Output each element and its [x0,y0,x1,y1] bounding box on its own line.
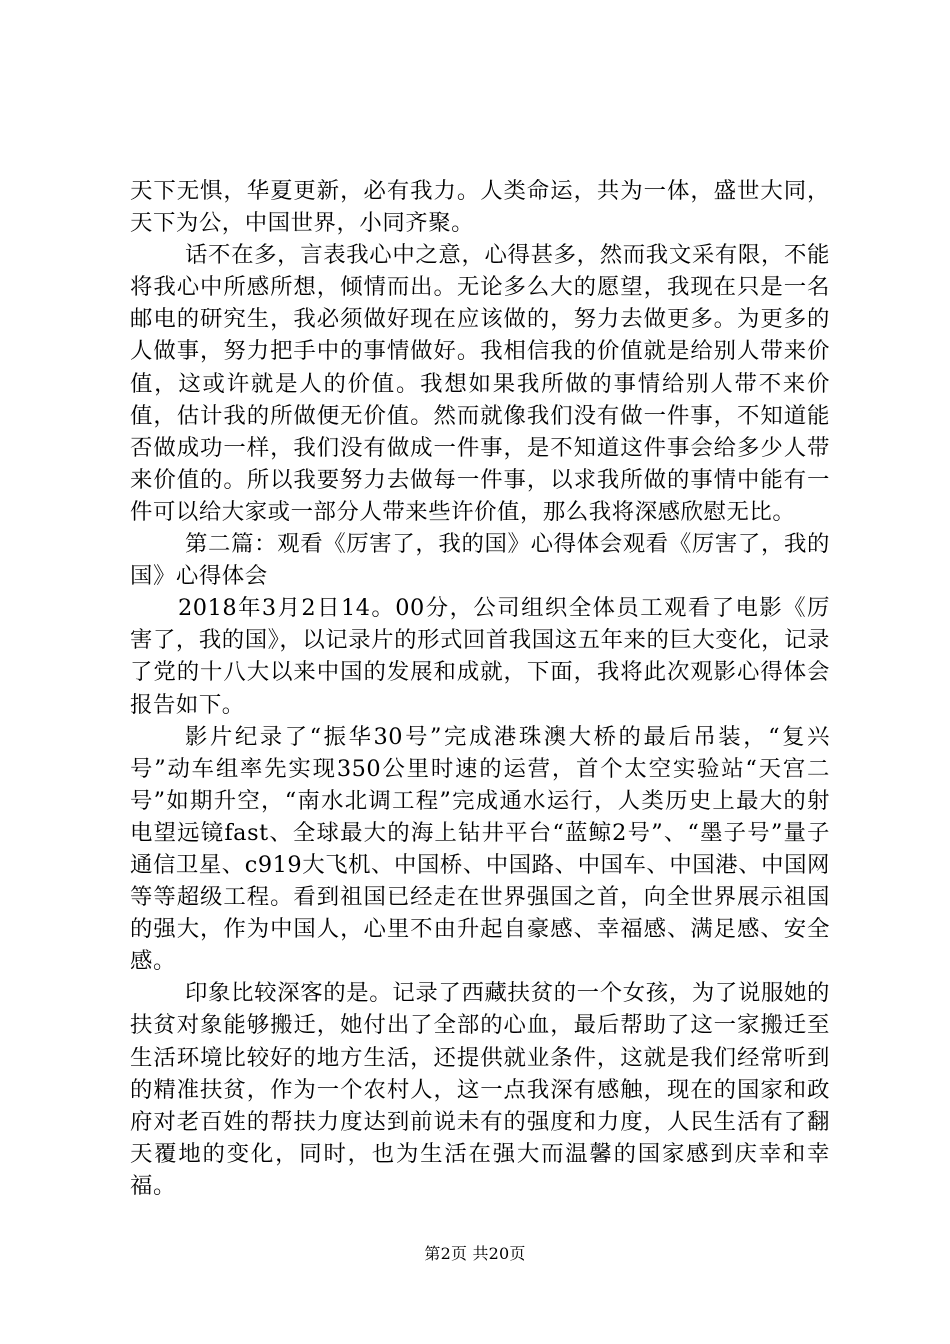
paragraph-poverty-relief: 印象比较深客的是。记录了西藏扶贫的一个女孩，为了说服她的扶贫对象能够搬迁，她付出了全部的心血，最后帮助了这一家搬迁至生活环境比较好的地方生活，还提供就业条件，这就是我们经常听到的精准扶贫，作为一个农村人，这一点我深有感触，现在的国家和政府对老百姓的帮扶力度达到前说未有的强度和力度，人民生活有了翻天覆地的变化，同时，也为生活在强大而温馨的国家感到庆幸和幸福。 [130,980,830,1199]
paragraph-closing-line: 天下无惧，华夏更新，必有我力。人类命运，共为一体，盛世大同，天下为公，中国世界，小同齐聚。 [130,178,830,237]
paragraph-intro: 2018年3月2日14。00分，公司组织全体员工观看了电影《厉害了，我的国》，以记录片的形式回首我国这五年来的巨大变化，记录了党的十八大以来中国的发展和成就，下面，我将此次观影心得体会报告如下。 [130,595,830,718]
paragraph-projects: 影片纪录了“振华30号”完成港珠澳大桥的最后吊装，“复兴号”动车组率先实现350公里时速的运营，首个太空实验站“天宫二号”如期升空，“南水北调工程”完成通水运行，人类历史上最大的射电望远镜fast、全球最大的海上钻井平台“蓝鲸2号”、“墨子号”量子通信卫星、c919大飞机、中国桥、中国路、中国车、中国港、中国网等等超级工程。看到祖国已经走在世界强国之首，向全世界展示祖国的强大，作为中国人，心里不由升起自豪感、幸福感、满足感、安全感。 [130,723,830,975]
page-number: 第2页 共20页 [424,1244,526,1263]
document-body [130,175,830,1202]
section-heading: 第二篇：观看《厉害了，我的国》心得体会观看《厉害了，我的国》心得体会 [130,531,830,590]
paragraph-reflection: 话不在多，言表我心中之意，心得甚多，然而我文采有限，不能将我心中所感所想，倾情而出。无论多么大的愿望，我现在只是一名邮电的研究生，我必须做好现在应该做的，努力去做更多。为更多的人做事，努力把手中的事情做好。我相信我的价值就是给别人带来价值，这或许就是人的价值。我想如果我所做的事情给别人带不来价值，估计我的所做便无价值。然而就像我们没有做一件事，不知道能否做成功一样，我们没有做成一件事，是不知道这件事会给多少人带来价值的。所以我要努力去做每一件事，以求我所做的事情中能有一件可以给大家或一部分人带来些许价值，那么我将深感欣慰无比。 [130,242,830,525]
